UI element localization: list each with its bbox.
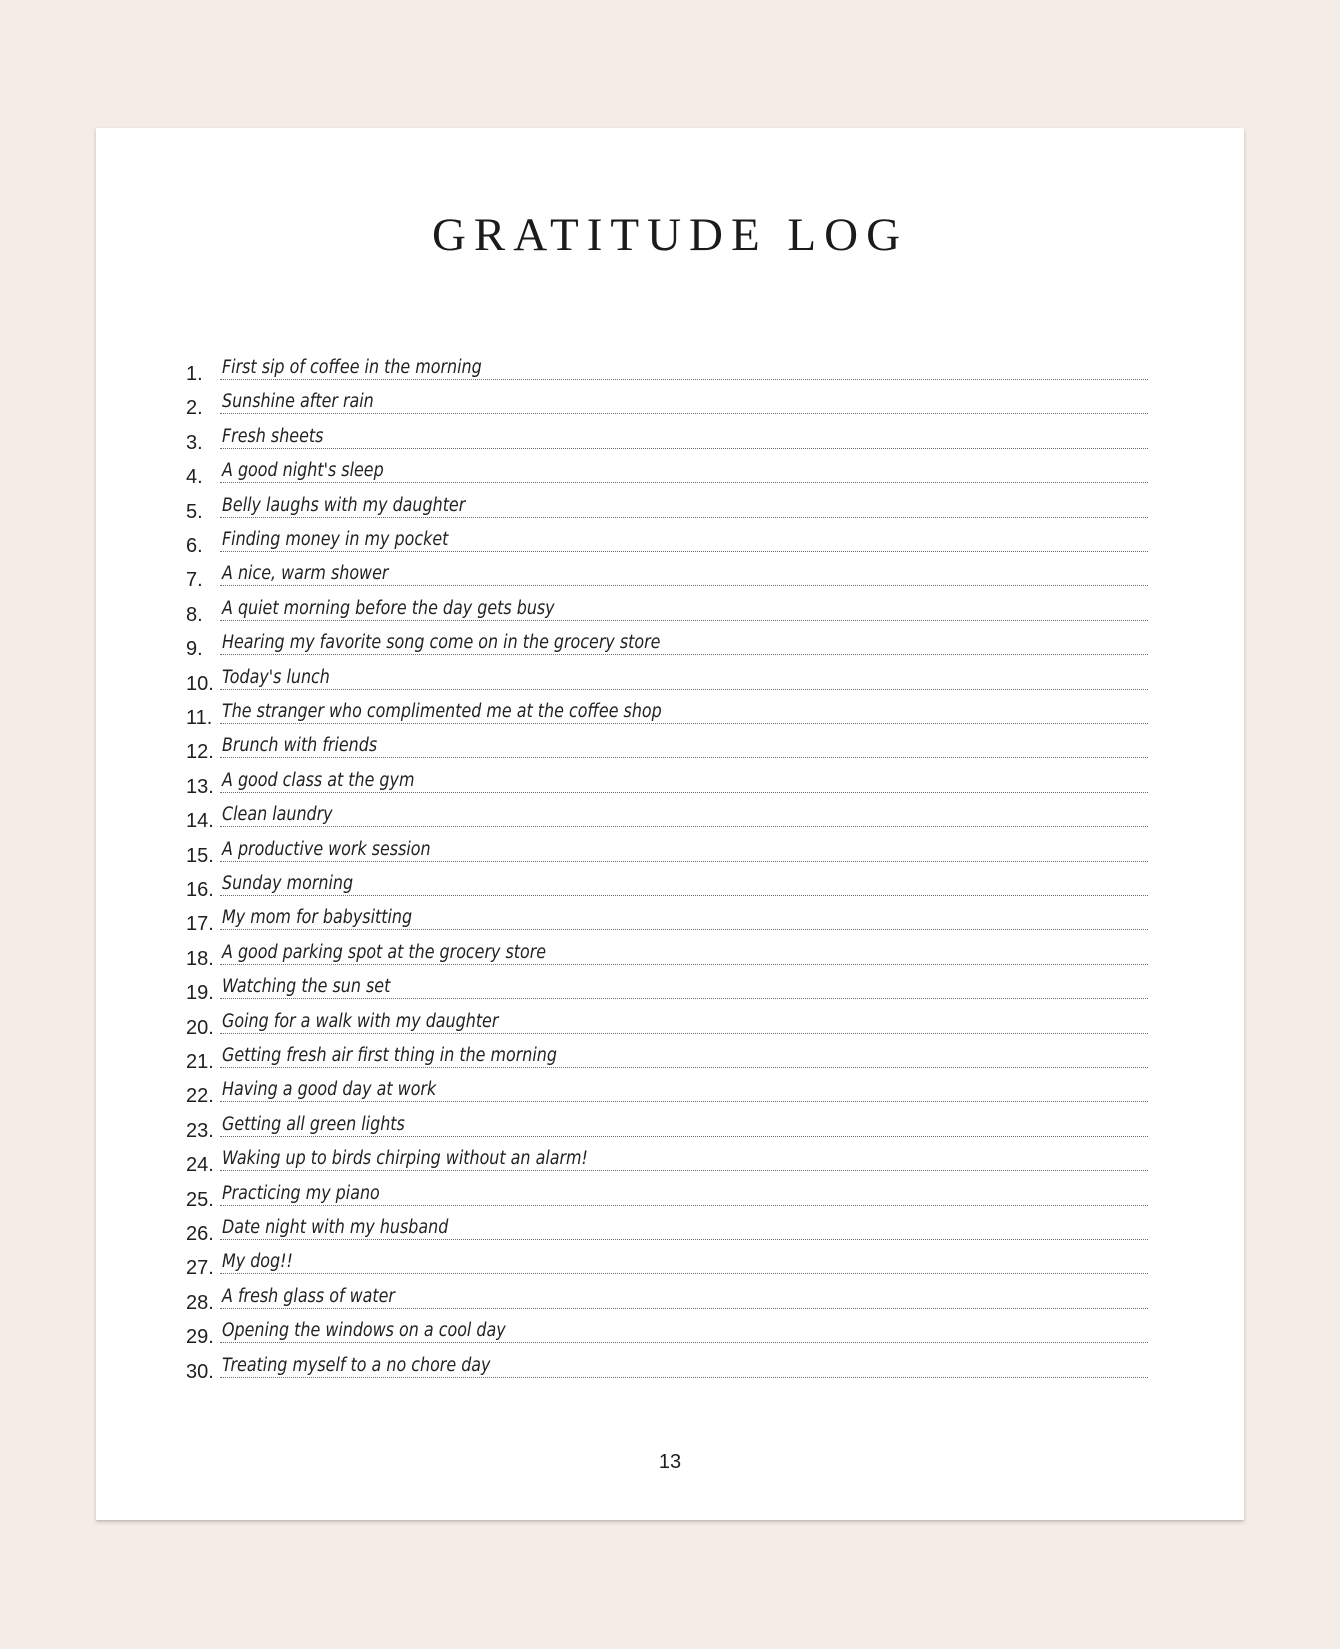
entry-number: 23.: [186, 1119, 214, 1142]
entry-number: 7.: [186, 569, 203, 592]
entry-line[interactable]: [220, 1243, 1148, 1274]
entry-text: Brunch with friends: [222, 735, 378, 757]
entry-number: 20.: [186, 1016, 214, 1039]
list-item: [186, 1244, 1250, 1280]
entry-text: Sunday morning: [222, 873, 354, 894]
list-item: [186, 1176, 1250, 1211]
list-item: [186, 556, 1250, 592]
entry-text: A nice, warm shower: [222, 563, 389, 585]
entry-text: A good night's sleep: [222, 460, 384, 482]
entry-line[interactable]: [220, 418, 1148, 449]
entry-number: 4.: [186, 466, 203, 489]
entry-text: Getting all green lights: [222, 1113, 405, 1135]
list-item: [186, 935, 1250, 970]
entry-text: Waking up to birds chirping without an alarm!: [222, 1148, 588, 1170]
entry-number: 8.: [186, 603, 203, 626]
entry-number: 19.: [186, 982, 214, 1005]
page-number: 13: [658, 1451, 682, 1473]
entry-text: Practicing my piano: [222, 1182, 380, 1204]
entry-number: 27.: [186, 1257, 214, 1280]
entry-text: Going for a walk with my daughter: [222, 1010, 499, 1032]
entry-number: 12.: [186, 741, 214, 764]
entry-number: 29.: [186, 1326, 214, 1349]
entry-text: Watching the sun set: [222, 976, 391, 998]
journal-page: [96, 128, 1244, 1520]
list-item: [186, 1004, 1250, 1039]
entry-number: 28.: [186, 1291, 214, 1314]
list-item: [186, 797, 1250, 833]
entry-text: A fresh glass of water: [222, 1285, 395, 1307]
list-item: [186, 1348, 1250, 1383]
entry-text: Clean laundry: [222, 804, 333, 826]
entry-text: A good parking spot at the grocery store: [222, 941, 547, 963]
entry-text: Finding money in my pocket: [222, 529, 449, 550]
list-item: [186, 728, 1250, 764]
list-item: [186, 350, 1250, 385]
entry-line[interactable]: [220, 865, 1148, 896]
entry-number: 5.: [186, 500, 203, 523]
entry-number: 18.: [186, 947, 214, 970]
list-item: [186, 1072, 1250, 1108]
entry-number: 21.: [186, 1051, 214, 1073]
list-item: [186, 660, 1250, 695]
list-item: [186, 1210, 1250, 1245]
entry-number: 17.: [186, 913, 214, 936]
entry-number: 15.: [186, 844, 214, 867]
entry-text: Opening the windows on a cool day: [222, 1320, 506, 1342]
entry-number: 1.: [186, 363, 203, 385]
entry-number: 10.: [186, 672, 214, 695]
page-title: GRATITUDE LOG: [431, 209, 909, 261]
entry-number: 26.: [186, 1223, 214, 1245]
list-item: [186, 1038, 1250, 1073]
list-item: [186, 384, 1250, 420]
list-item: [186, 969, 1250, 1005]
entry-number: 16.: [186, 879, 214, 901]
entry-text: Belly laughs with my daughter: [222, 494, 466, 516]
entry-text: My mom for babysitting: [222, 907, 413, 929]
list-item: [186, 1107, 1250, 1142]
list-item: [186, 1313, 1250, 1349]
list-item: [186, 453, 1250, 489]
entry-number: 14.: [186, 810, 214, 833]
entry-number: 9.: [186, 638, 203, 661]
entry-number: 22.: [186, 1085, 214, 1108]
entry-text: First sip of coffee in the morning: [222, 357, 482, 378]
entry-number: 30.: [186, 1360, 214, 1383]
entry-number: 25.: [186, 1188, 214, 1211]
entry-text: Today's lunch: [222, 666, 330, 688]
entry-text: Date night with my husband: [222, 1217, 449, 1238]
entry-text: The stranger who complimented me at the coffee shop: [222, 701, 662, 722]
entry-number: 13.: [186, 775, 214, 798]
list-item: [186, 591, 1250, 626]
list-item: [186, 625, 1250, 661]
list-item: [186, 900, 1250, 936]
entry-text: Hearing my favorite song come on in the grocery store: [222, 632, 661, 654]
entry-number: 3.: [186, 431, 203, 454]
entry-line[interactable]: [220, 659, 1148, 690]
entry-text: A quiet morning before the day gets busy: [222, 597, 555, 619]
entry-text: Treating myself to a no chore day: [222, 1354, 491, 1376]
entry-number: 6.: [186, 535, 203, 557]
list-item: [186, 832, 1250, 867]
list-item: [186, 694, 1250, 729]
entry-text: A good class at the gym: [222, 769, 415, 791]
entry-text: My dog!!: [222, 1251, 293, 1273]
list-item: [186, 522, 1250, 557]
entry-text: A productive work session: [222, 838, 431, 860]
entry-text: Getting fresh air first thing in the morning: [222, 1045, 557, 1066]
list-item: [186, 763, 1250, 798]
entry-text: Having a good day at work: [222, 1079, 437, 1101]
entry-number: 2.: [186, 397, 203, 420]
list-item: [186, 488, 1250, 523]
list-item: [186, 866, 1250, 901]
entry-text: Fresh sheets: [222, 425, 324, 447]
entry-number: 24.: [186, 1154, 214, 1177]
list-item: [186, 1141, 1250, 1177]
entry-line[interactable]: [220, 796, 1148, 827]
list-item: [186, 419, 1250, 454]
entry-text: Sunshine after rain: [222, 391, 374, 413]
list-item: [186, 1279, 1250, 1314]
entry-number: 11.: [186, 707, 213, 729]
